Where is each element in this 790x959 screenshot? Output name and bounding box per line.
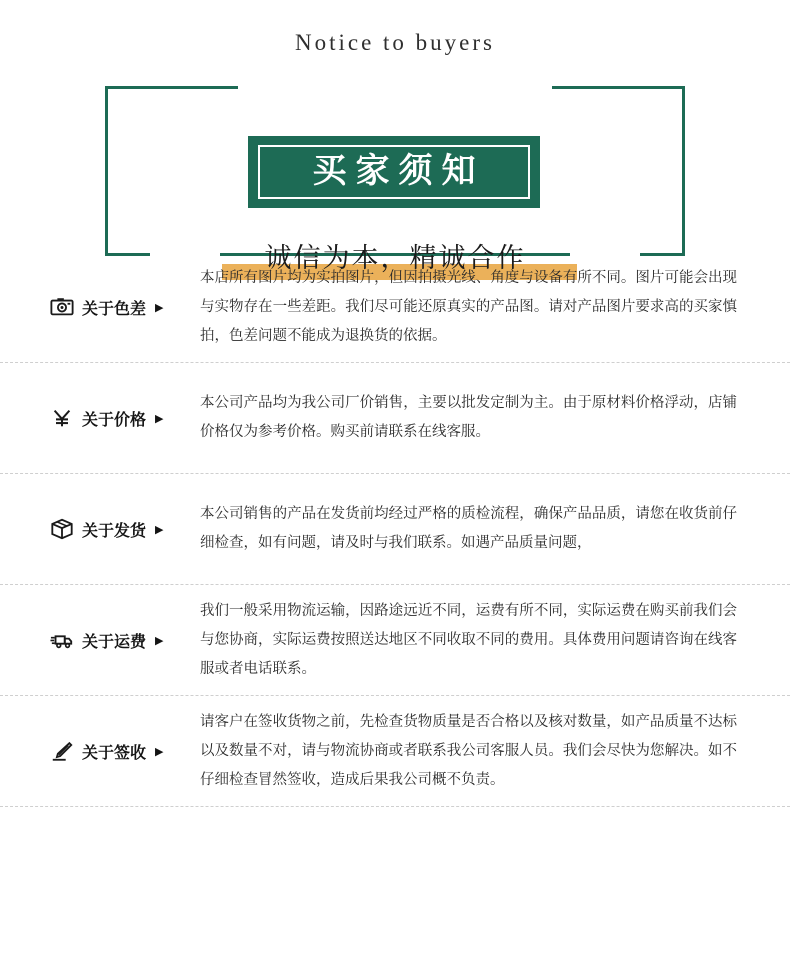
notice-label-color-difference [45, 294, 200, 320]
notice-label-signing [45, 738, 200, 764]
notice-body-text: 本公司销售的产品在发货前均经过严格的质检流程，确保产品品质，请您在收货前仔细检查，如有问题，请及时与我们联系。如遇产品质量问题， [200, 506, 737, 551]
chevron-right-icon: ▶ [155, 412, 164, 425]
list-item [0, 252, 790, 363]
package-box-icon [49, 516, 75, 542]
chevron-right-icon: ▶ [155, 301, 164, 314]
banner-green-box [248, 136, 540, 208]
delivery-truck-icon [49, 627, 75, 653]
notice-body-text: 请客户在签收货物之前，先检查货物质量是否合格以及核对数量，如产品质量不达标以及数量不对，请与物流协商或者联系我公司客服人员。我们会尽快为您解决。如不仔细检查冒然签收，造成后果我公司概不负责。 [200, 713, 737, 788]
banner-frame-gap-top [238, 80, 552, 92]
notice-label-price [45, 405, 200, 431]
title-banner [0, 68, 790, 273]
notice-list [0, 252, 790, 807]
yen-currency-icon [49, 405, 75, 431]
notice-label-text: 关于签收 [82, 744, 147, 762]
notice-body-text: 我们一般采用物流运输，因路途远近不同，运费有所不同，实际运费在购买前我们会与您协商，实际运费按照送达地区不同收取不同的费用。具体费用问题请咨询在线客服或者电话联系。 [200, 602, 737, 677]
page-header [0, 0, 790, 273]
chevron-right-icon: ▶ [155, 523, 164, 536]
notice-label-text: 关于发货 [82, 522, 147, 540]
page-title-chinese: 买家须知 [312, 153, 485, 190]
chevron-right-icon: ▶ [155, 634, 164, 647]
list-item [0, 474, 790, 585]
list-item [0, 585, 790, 696]
page-title-english: Notice to buyers [294, 30, 495, 55]
notice-label-text: 关于价格 [82, 411, 147, 429]
banner-green-box-inner-border [258, 145, 530, 199]
notice-label-text: 关于运费 [82, 633, 147, 651]
list-item [0, 363, 790, 474]
camera-icon [49, 294, 75, 320]
pen-signature-icon [49, 738, 75, 764]
notice-body-text: 本店所有图片均为实拍图片，但因拍摄光线、角度与设备有所不同。图片可能会出现与实物存在一些差距。我们尽可能还原真实的产品图。请对产品图片要求高的买家慎拍，色差问题不能成为退换货的依据。 [200, 269, 737, 344]
notice-label-freight [45, 627, 200, 653]
list-item [0, 696, 790, 807]
slogan-text: 诚信为本，精诚合作 [264, 243, 526, 273]
notice-label-text: 关于色差 [82, 300, 147, 318]
chevron-right-icon: ▶ [155, 745, 164, 758]
notice-body-text: 本公司产品均为我公司厂价销售，主要以批发定制为主。由于原材料价格浮动，店铺价格仅为参考价格。购买前请联系在线客服。 [200, 395, 737, 440]
notice-label-shipping [45, 516, 200, 542]
